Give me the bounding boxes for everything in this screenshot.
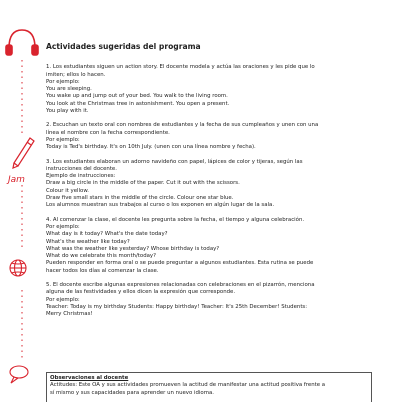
activity-line: You look at the Christmas tree in astonishment. You open a present. xyxy=(46,100,230,107)
activity-line: imiten; ellos lo hacen. xyxy=(46,71,106,78)
teacher-observations-box xyxy=(46,372,372,402)
activity-line: Pueden responder en forma oral o se puede preguntar a algunos estudiantes. Esta rutina se puede xyxy=(46,260,314,267)
globe-icon xyxy=(10,260,26,276)
activity-line: Today is Ted's birthday. It's on 10th July. (unen con una línea nombre y fecha). xyxy=(46,144,256,151)
activity-line: 3. Los estudiantes elaboran un adorno navideño con papel, lápices de color y tijeras, según las xyxy=(46,158,303,165)
activity-line: 2. Escuchan un texto oral con nombres de estudiantes y la fecha de sus cumpleaños y unen con una xyxy=(46,122,319,129)
activity-2 xyxy=(46,122,372,151)
observations-line: Actitudes: Este OA y sus actividades promueven la actitud de manifestar una actitud positiva frente a xyxy=(50,382,326,389)
activity-line: línea el nombre con la fecha correspondiente. xyxy=(46,129,170,136)
activity-line: Colour it yellow. xyxy=(46,187,89,194)
activity-line: Ejemplo de instrucciones: xyxy=(46,173,116,180)
activity-line: Por ejemplo: xyxy=(46,136,80,143)
activity-line: hacer todos los días al comenzar la clase. xyxy=(46,267,159,274)
activity-1 xyxy=(46,64,372,115)
decorative-sidebar xyxy=(0,0,40,400)
observations-title: Observaciones al docente xyxy=(50,375,129,381)
activity-line: What was the weather like yesterday? Whose birthday is today? xyxy=(46,245,220,252)
activity-line: 5. El docente escribe algunas expresiones relacionadas con celebraciones en el pizarrón, menciona xyxy=(46,282,315,289)
activity-line: Por ejemplo: xyxy=(46,223,80,230)
activities-content xyxy=(46,38,372,326)
activity-line: What's the weather like today? xyxy=(46,238,130,245)
activity-line: 4. Al comenzar la clase, el docente les pregunta sobre la fecha, el tiempo y alguna celebración. xyxy=(46,216,305,223)
activity-line: Por ejemplo: xyxy=(46,296,80,303)
activity-5 xyxy=(46,282,372,318)
activity-line: 1. Los estudiantes siguen un action story. El docente modela y actúa las oraciones y les pide que lo xyxy=(46,64,315,71)
page-title: Actividades sugeridas del programa xyxy=(46,42,201,51)
activity-line: instrucciones del docente. xyxy=(46,165,117,172)
activity-line: What do we celebrate this month/today? xyxy=(46,253,156,260)
headphones-icon xyxy=(6,30,38,55)
speech-bubble-icon xyxy=(10,366,28,383)
activity-line: You are sleeping. xyxy=(46,86,92,93)
activity-line: Los alumnos muestran sus trabajos al curso o los exponen en algún lugar de la sala. xyxy=(46,202,275,209)
activity-line: Teacher: Today is my birthday Students: Happy birthday! Teacher: It's 25th December! Students: xyxy=(46,303,308,310)
activity-3 xyxy=(46,159,372,210)
activity-line: Por ejemplo: xyxy=(46,78,80,85)
sidebar-doodles xyxy=(0,0,40,400)
activity-line: What day is it today? What's the date today? xyxy=(46,231,168,238)
activity-line: Merry Christmas! xyxy=(46,311,93,318)
doodle-text: Jam xyxy=(8,175,25,185)
activity-4 xyxy=(46,217,372,275)
activity-line: Draw a big circle in the middle of the paper. Cut it out with the scissors. xyxy=(46,180,240,187)
activity-line: You play with it. xyxy=(46,108,89,115)
observations-line: sí mismo y sus capacidades para aprender un nuevo idioma. xyxy=(50,389,214,396)
activity-line: Draw five small stars in the middle of the circle. Colour one star blue. xyxy=(46,195,234,202)
activity-line: alguna de las festividades y ellos dicen la expresión que corresponde. xyxy=(46,289,236,296)
activity-line: You wake up and jump out of your bed. You walk to the living room. xyxy=(46,93,228,100)
pencil-icon xyxy=(13,138,34,168)
